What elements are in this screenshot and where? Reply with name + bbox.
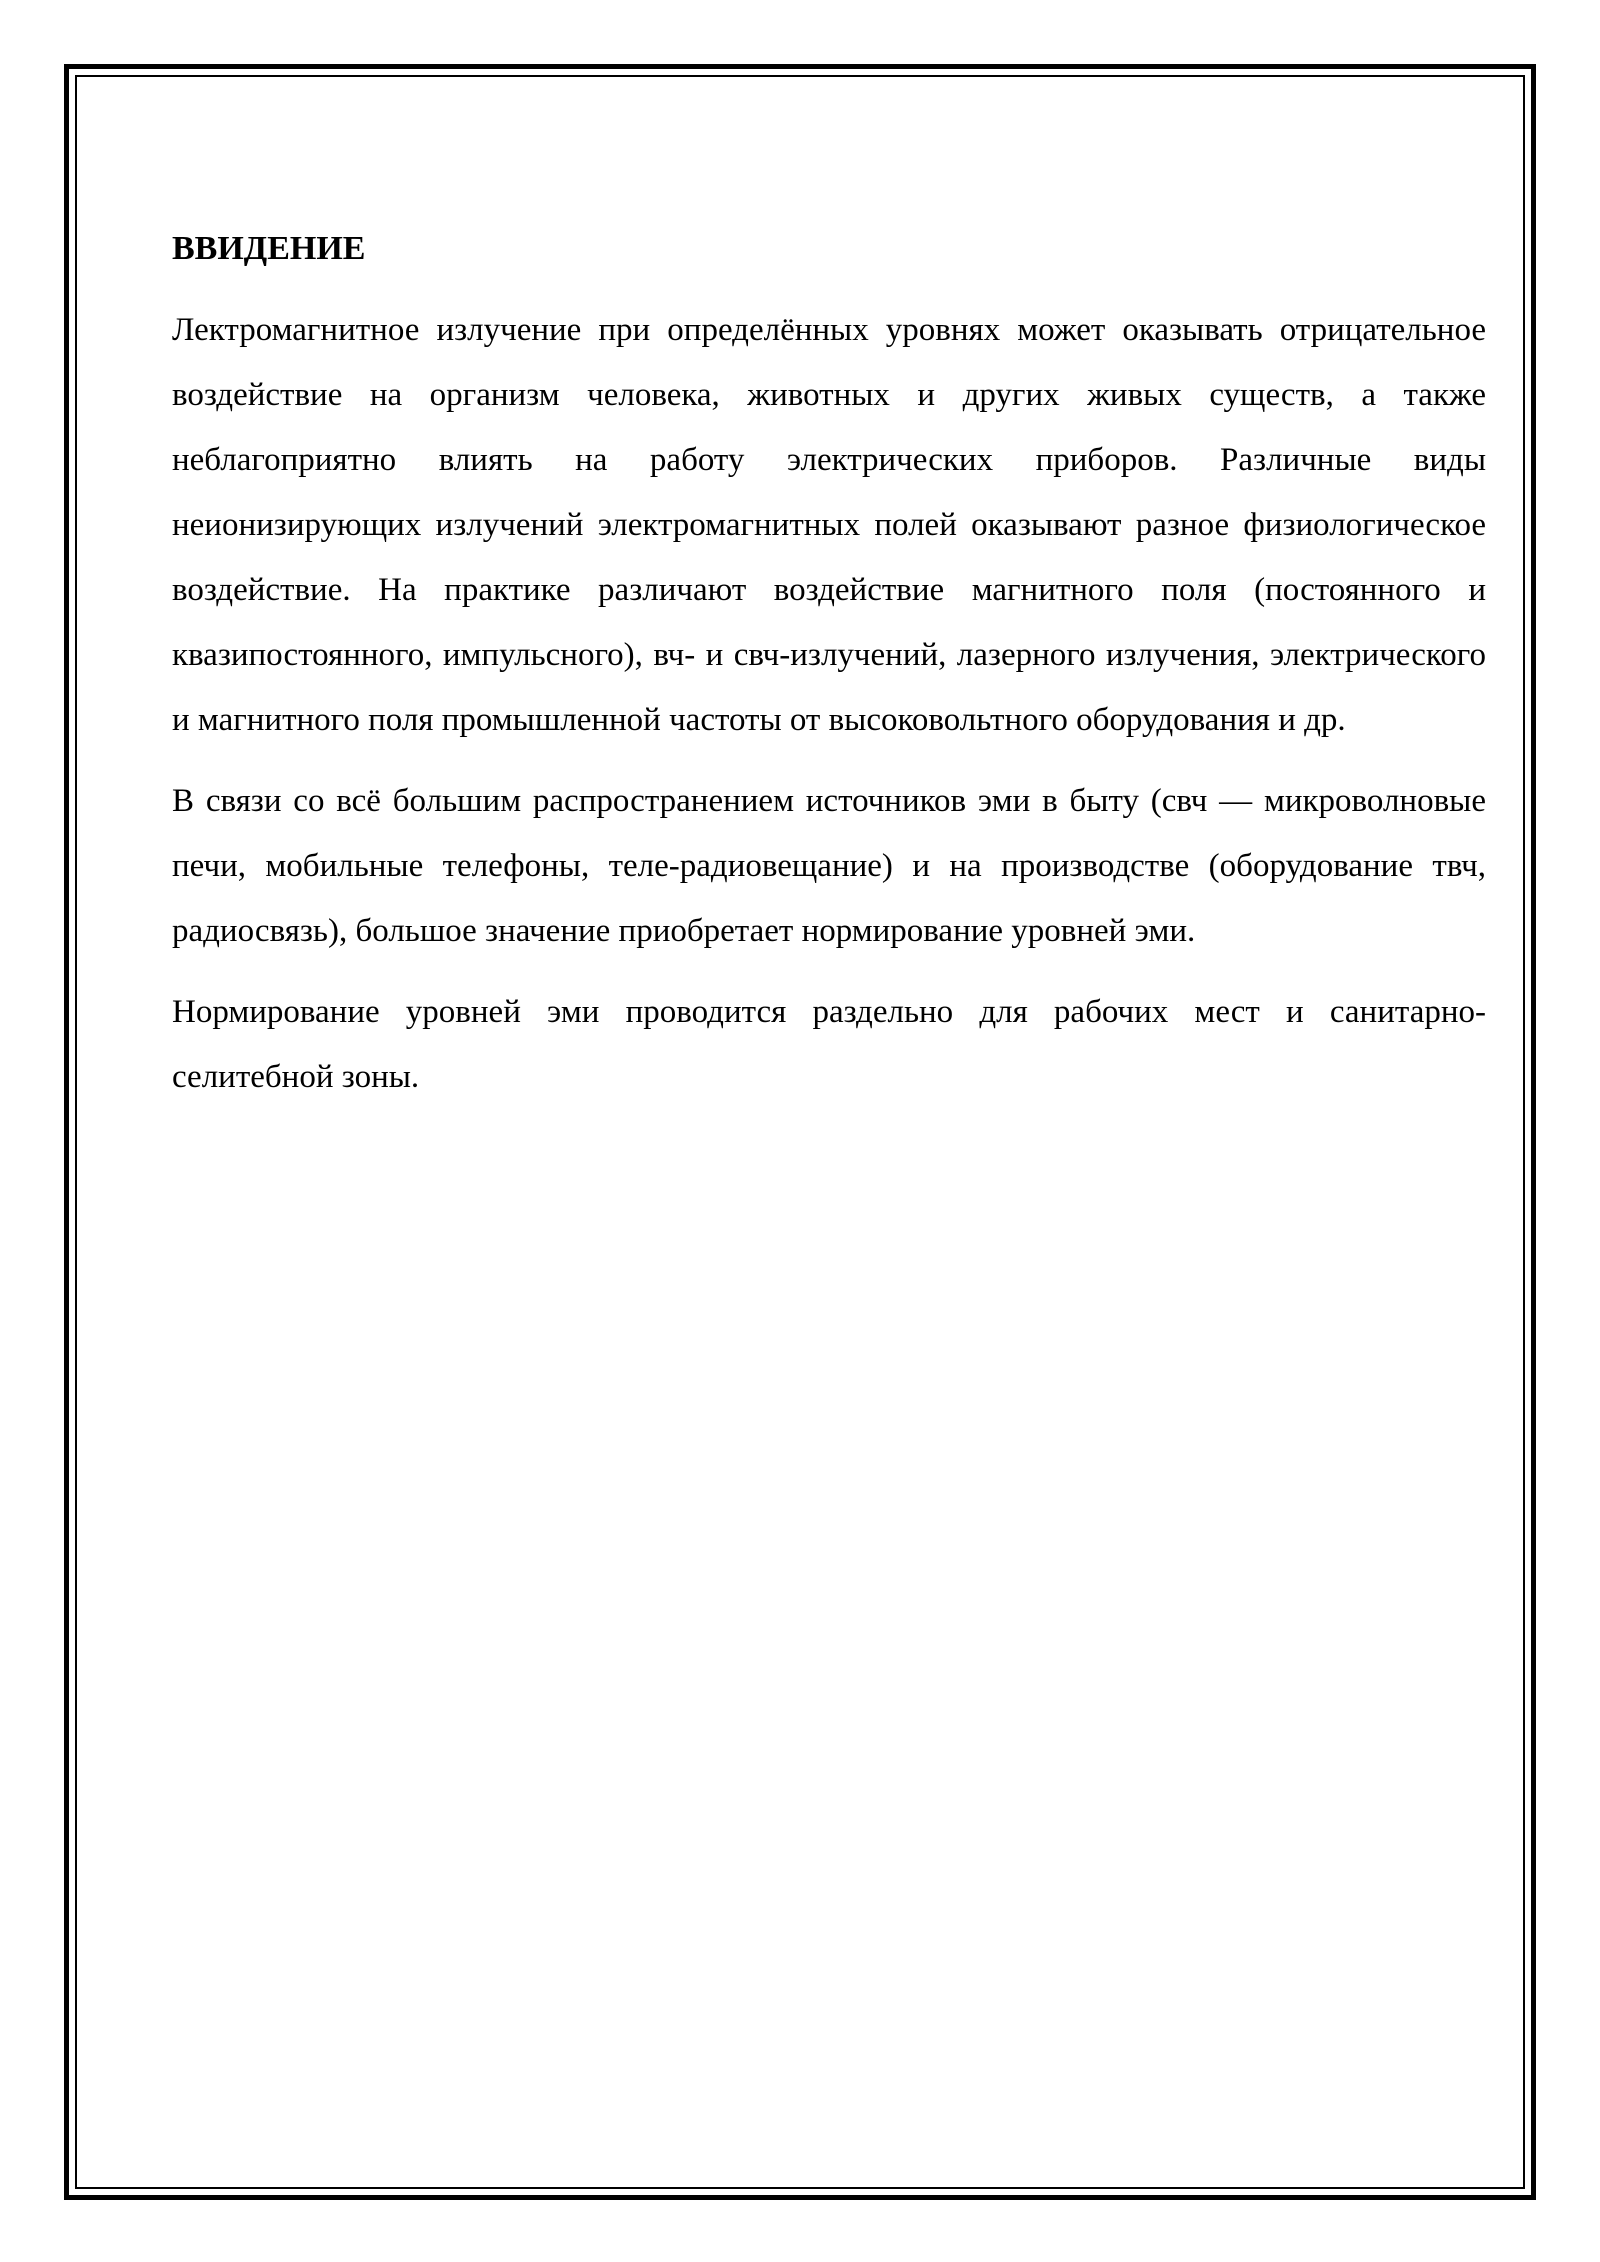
paragraph: Нормирование уровней эми проводится раздельно для рабочих мест и санитарно-селитебной зоны. <box>172 994 1486 1095</box>
document-body <box>172 228 1486 1126</box>
document-title: ВВИДЕНИЕ <box>172 230 366 267</box>
paragraph: В связи со всё большим распространением источников эми в быту (свч — микроволновые печи, мобильные телефоны, теле-радиовещание) и на производстве (оборудование твч, радиосвязь), большое значение приобретает нормирование уровней эми. <box>172 783 1486 949</box>
paragraph: Лектромагнитное излучение при определённых уровнях может оказывать отрицательное воздействие на организм человека, животных и других живых существ, а также неблагоприятно влиять на работу электрических приборов. Различные виды неионизирующих излучений электромагнитных полей оказывают разное физиологическое воздействие. На практике различают воздействие магнитного поля (постоянного и квазипостоянного, импульсного), вч- и свч-излучений, лазерного излучения, электрического и магнитного поля промышленной частоты от высоковольтного оборудования и др. <box>172 312 1486 738</box>
